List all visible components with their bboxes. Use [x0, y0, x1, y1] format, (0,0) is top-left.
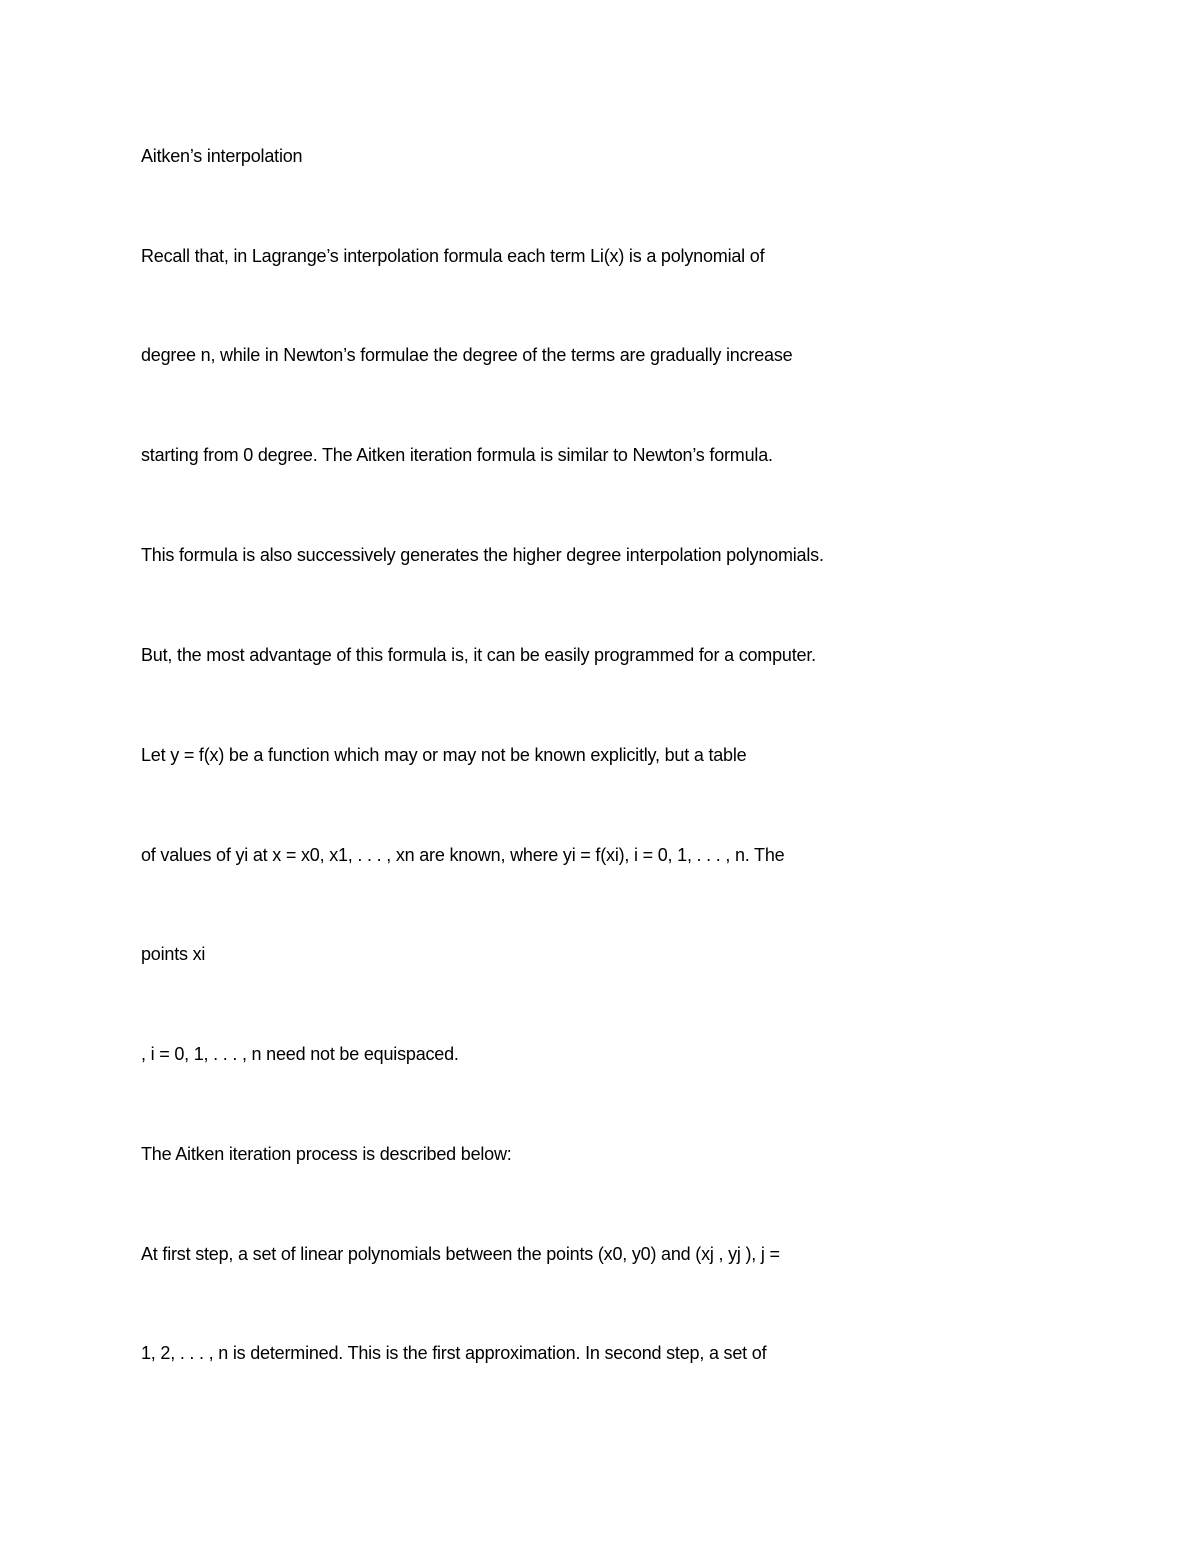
paragraph-line: , i = 0, 1, . . . , n need not be equispaced. [141, 1044, 459, 1064]
paragraph-line: starting from 0 degree. The Aitken iteration formula is similar to Newton’s formula. [141, 445, 773, 465]
paragraph-line: The Aitken iteration process is described below: [141, 1144, 512, 1164]
paragraph-line: Let y = f(x) be a function which may or may not be known explicitly, but a table [141, 745, 747, 765]
paragraph-line: At first step, a set of linear polynomials between the points (x0, y0) and (xj , yj ), j = [141, 1244, 780, 1264]
paragraph-line: points xi [141, 944, 206, 964]
paragraph-line: of values of yi at x = x0, x1, . . . , xn are known, where yi = f(xi), i = 0, 1, . . . , n. The [141, 845, 785, 865]
paragraph-line: But, the most advantage of this formula is, it can be easily programmed for a computer. [141, 645, 816, 665]
document-title: Aitken’s interpolation [141, 146, 303, 166]
paragraph-line: 1, 2, . . . , n is determined. This is the first approximation. In second step, a set of [141, 1343, 767, 1363]
paragraph-line: degree n, while in Newton’s formulae the degree of the terms are gradually increase [141, 345, 793, 365]
paragraph-line: Recall that, in Lagrange’s interpolation formula each term Li(x) is a polynomial of [141, 246, 765, 266]
paragraph-line: This formula is also successively generates the higher degree interpolation polynomials. [141, 545, 824, 565]
